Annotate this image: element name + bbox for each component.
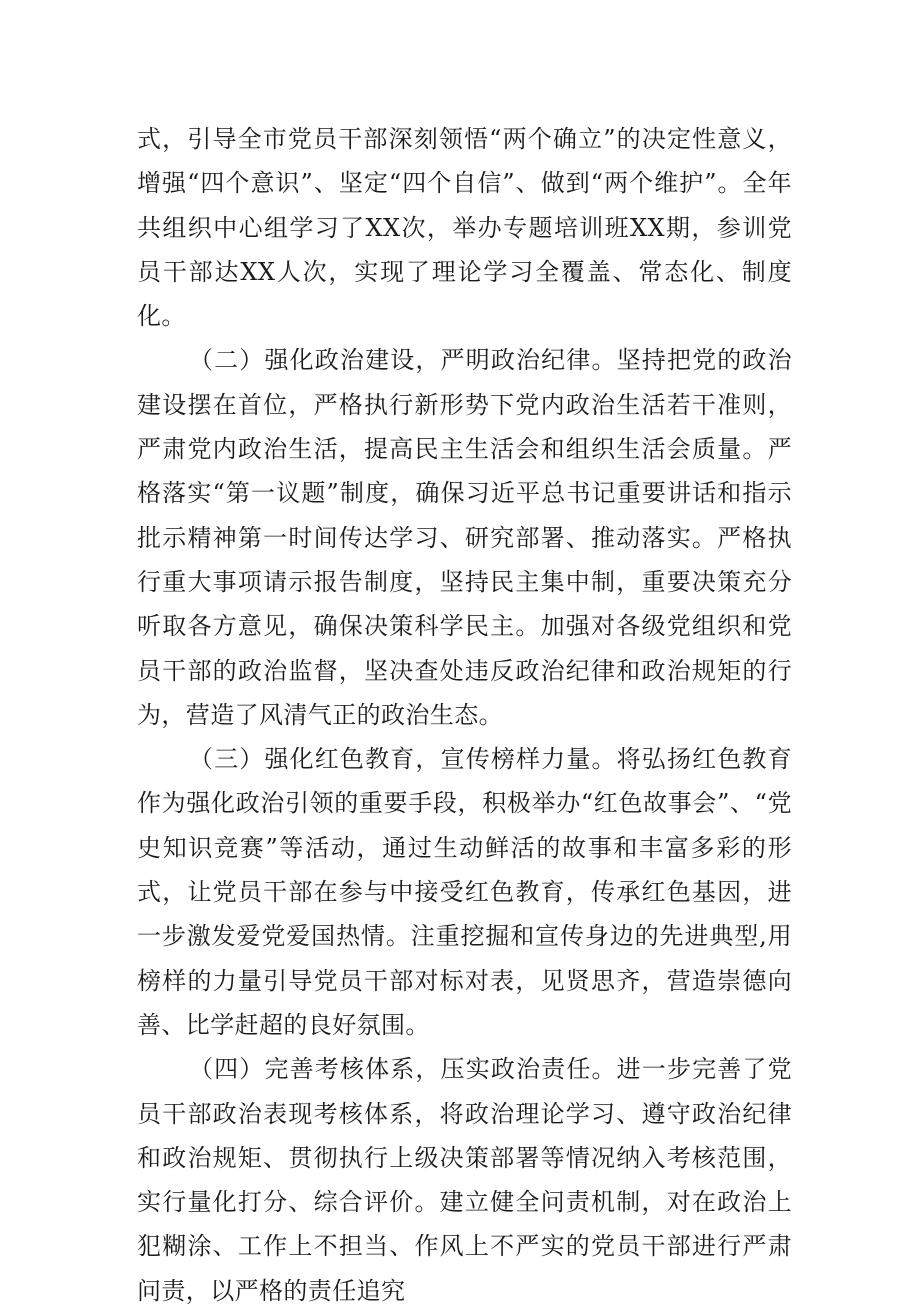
paragraph-section-4: （四）完善考核体系，压实政治责任。进一步完善了党员干部政治表现考核体系，将政治理论学习、遵守政治纪律和政治规矩、贯彻执行上级决策部署等情况纳入考核范围，实行量化打分、综合评价。建立健全问责机制，对在政治上犯糊涂、工作上不担当、作风上不严实的党员干部进行严肃问责，以严格的责任追究 — [137, 1055, 792, 1305]
paragraph-section-2: （二）强化政治建设，严明政治纪律。坚持把党的政治建设摆在首位，严格执行新形势下党内政治生活若干准则，严肃党内政治生活，提高民主生活会和组织生活会质量。严格落实“第一议题”制度，确保习近平总书记重要讲话和指示批示精神第一时间传达学习、研究部署、推动落实。严格执行重大事项请示报告制度，坚持民主集中制，重要决策充分听取各方意见，确保决策科学民主。加强对各级党组织和党员干部的政治监督，坚决查处违反政治纪律和政治规矩的行为，营造了风清气正的政治生态。 — [137, 346, 792, 729]
document-body — [137, 117, 792, 1313]
paragraph-continuation: 式，引导全市党员干部深刻领悟“两个确立”的决定性意义，增强“四个意识”、坚定“四个自信”、做到“两个维护”。全年共组织中心组学习了XX次，举办专题培训班XX期，参训党员干部达XX人次，实现了理论学习全覆盖、常态化、制度化。 — [137, 125, 792, 331]
paragraph-section-3: （三）强化红色教育，宣传榜样力量。将弘扬红色教育作为强化政治引领的重要手段，积极举办“红色故事会”、“党史知识竞赛”等活动，通过生动鲜活的故事和丰富多彩的形式，让党员干部在参与中接受红色教育，传承红色基因，进一步激发爱党爱国热情。注重挖掘和宣传身边的先进典型,用榜样的力量引导党员干部对标对表，见贤思齐，营造崇德向善、比学赶超的良好氛围。 — [137, 745, 792, 1039]
